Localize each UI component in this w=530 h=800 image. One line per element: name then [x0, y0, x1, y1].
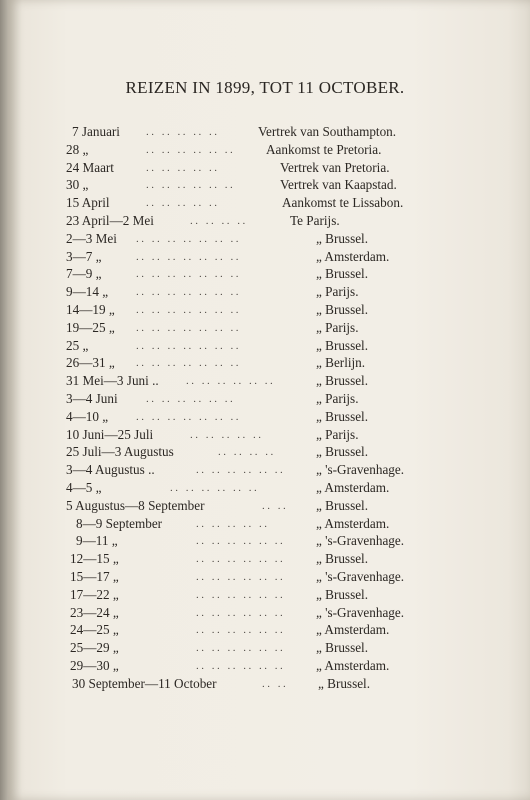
- entry-place: „ Amsterdam.: [316, 657, 390, 673]
- entry-place: Aankomst te Pretoria.: [266, 141, 382, 157]
- itinerary-row: [0, 427, 530, 445]
- entry-leader-dots: .. .. .. ..: [218, 446, 276, 459]
- itinerary-row: [0, 444, 530, 462]
- entry-leader-dots: .. .. .. .. .. .. ..: [136, 357, 241, 370]
- itinerary-row: [0, 516, 530, 534]
- entry-leader-dots: .. .. .. .. ..: [146, 197, 220, 210]
- itinerary-row: [0, 676, 530, 694]
- entry-date: 31 Mei—3 Juni ..: [66, 373, 159, 389]
- entry-date: 30 September—11 October: [72, 675, 217, 691]
- entry-place: Vertrek van Pretoria.: [280, 159, 390, 175]
- entry-place: Te Parijs.: [290, 212, 340, 228]
- entry-date: 23—24 „: [70, 604, 119, 620]
- entry-leader-dots: .. .. .. .. .. ..: [186, 375, 276, 388]
- entry-place: „ Parijs.: [316, 390, 359, 406]
- entry-place: „ Amsterdam.: [316, 248, 390, 264]
- entry-date: 25 „: [66, 337, 89, 353]
- itinerary-row: [0, 640, 530, 658]
- entry-leader-dots: .. .. .. .. .. ..: [196, 464, 286, 477]
- entry-leader-dots: .. .. .. .. .. ..: [170, 481, 260, 494]
- entry-date: 12—15 „: [70, 551, 119, 567]
- itinerary-row: [0, 480, 530, 498]
- entry-date: 17—22 „: [70, 586, 119, 602]
- entry-place: „ Brussel.: [316, 551, 369, 567]
- itinerary-row: [0, 551, 530, 569]
- entry-place: „ 's-Gravenhage.: [316, 462, 405, 478]
- entry-date: 25 Juli—3 Augustus: [66, 444, 174, 460]
- entry-leader-dots: .. .. .. .. ..: [190, 428, 264, 441]
- itinerary-row: [0, 569, 530, 587]
- entry-date: 7 Januari: [72, 124, 120, 139]
- itinerary-row: [0, 213, 530, 231]
- entry-leader-dots: .. .. .. .. .. .. ..: [136, 303, 241, 316]
- entry-date: 8—9 September: [76, 515, 163, 531]
- entry-place: „ Berlijn.: [316, 355, 366, 371]
- entry-leader-dots: .. .. .. .. .. .. ..: [136, 250, 241, 263]
- entry-date: 9—11 „: [76, 533, 118, 549]
- entry-place: „ Brussel.: [316, 586, 369, 602]
- entry-place: „ 's-Gravenhage.: [316, 604, 405, 620]
- entry-date: 7—9 „: [66, 266, 102, 282]
- itinerary-row: [0, 409, 530, 427]
- itinerary-row: [0, 302, 530, 320]
- entry-date: 10 Juni—25 Juli: [66, 426, 154, 442]
- entry-leader-dots: .. .. .. .. .. ..: [196, 535, 286, 548]
- entry-date: 24—25 „: [70, 622, 119, 638]
- itinerary-row: [0, 622, 530, 640]
- entry-place: „ Brussel.: [316, 640, 369, 656]
- itinerary-row: [0, 266, 530, 284]
- entry-place: „ Brussel.: [316, 408, 369, 424]
- itinerary-row: [0, 533, 530, 551]
- entry-place: „ Brussel.: [316, 444, 369, 460]
- entry-date: 3—4 Juni: [66, 390, 118, 406]
- entry-date: 2—3 Mei: [66, 230, 117, 246]
- itinerary-row: [0, 658, 530, 676]
- entry-place: Aankomst te Lissabon.: [282, 195, 404, 211]
- entry-place: „ Brussel.: [318, 675, 371, 691]
- itinerary-row: [0, 373, 530, 391]
- entry-date: 3—4 Augustus ..: [66, 462, 155, 478]
- entry-place: „ Amsterdam.: [316, 479, 390, 495]
- itinerary-row: [0, 338, 530, 356]
- itinerary-row: [0, 142, 530, 160]
- entry-leader-dots: .. ..: [262, 499, 289, 512]
- entry-place: „ Brussel.: [316, 266, 369, 282]
- entry-leader-dots: .. .. .. .. .. .. ..: [136, 321, 241, 334]
- itinerary-row: [0, 462, 530, 480]
- entry-date: 26—31 „: [66, 355, 115, 371]
- entry-date: 23 April—2 Mei: [66, 212, 154, 228]
- entry-place: Vertrek van Kaapstad.: [280, 177, 397, 193]
- itinerary-row: [0, 160, 530, 178]
- entry-place: „ Brussel.: [316, 337, 369, 353]
- entry-date: 19—25 „: [66, 319, 115, 335]
- entry-leader-dots: .. .. .. .. .. ..: [146, 392, 236, 405]
- entry-leader-dots: .. ..: [262, 677, 289, 690]
- itinerary-row: [0, 320, 530, 338]
- entry-place: „ Brussel.: [316, 373, 369, 389]
- entry-place: „ 's-Gravenhage.: [316, 568, 405, 584]
- itinerary-row: [0, 195, 530, 213]
- entry-place: „ Amsterdam.: [316, 515, 390, 531]
- itinerary-row: [0, 498, 530, 516]
- entry-date: 15—17 „: [70, 568, 119, 584]
- entry-leader-dots: .. .. .. .. .. .. ..: [136, 410, 241, 423]
- entry-leader-dots: .. .. .. .. .. .. ..: [136, 232, 241, 245]
- itinerary-row: [0, 249, 530, 267]
- entry-place: „ Parijs.: [316, 284, 359, 300]
- entry-date: 29—30 „: [70, 657, 119, 673]
- entry-place: „ Brussel.: [316, 230, 369, 246]
- entry-leader-dots: .. .. .. .. ..: [146, 126, 220, 138]
- itinerary-row: [0, 124, 530, 142]
- entry-date: 5 Augustus—8 September: [66, 497, 205, 513]
- itinerary-row: [0, 391, 530, 409]
- entry-leader-dots: .. .. .. .. .. ..: [196, 642, 286, 655]
- page-title: REIZEN IN 1899, TOT 11 OCTOBER.: [125, 78, 405, 97]
- entry-place: Vertrek van Southampton.: [258, 124, 397, 139]
- entry-date: 3—7 „: [66, 248, 102, 264]
- entry-leader-dots: .. .. .. .. .. ..: [196, 606, 286, 619]
- entry-leader-dots: .. .. .. .. .. .. ..: [136, 339, 241, 352]
- entry-date: 30 „: [66, 177, 89, 193]
- entry-leader-dots: .. .. .. .. .. .. ..: [136, 286, 241, 299]
- entry-leader-dots: .. .. .. .. .. ..: [196, 553, 286, 566]
- entry-leader-dots: .. .. .. ..: [190, 214, 248, 227]
- itinerary-list: [0, 124, 530, 694]
- entry-place: „ Amsterdam.: [316, 622, 390, 638]
- entry-date: 9—14 „: [66, 284, 109, 300]
- entry-place: „ Brussel.: [316, 497, 369, 513]
- itinerary-row: [0, 177, 530, 195]
- itinerary-row: [0, 605, 530, 623]
- entry-date: 24 Maart: [66, 159, 114, 175]
- entry-leader-dots: .. .. .. .. ..: [146, 161, 220, 174]
- entry-leader-dots: .. .. .. .. ..: [196, 517, 270, 530]
- entry-date: 15 April: [66, 195, 110, 211]
- entry-leader-dots: .. .. .. .. .. ..: [146, 143, 236, 156]
- entry-date: 28 „: [66, 141, 89, 157]
- entry-leader-dots: .. .. .. .. .. ..: [196, 588, 286, 601]
- entry-leader-dots: .. .. .. .. .. ..: [196, 570, 286, 583]
- entry-date: 25—29 „: [70, 640, 119, 656]
- itinerary-row: [0, 231, 530, 249]
- entry-leader-dots: .. .. .. .. .. .. ..: [136, 268, 241, 281]
- entry-place: „ Parijs.: [316, 319, 359, 335]
- entry-date: 4—10 „: [66, 408, 109, 424]
- entry-leader-dots: .. .. .. .. .. ..: [196, 659, 286, 672]
- itinerary-row: [0, 284, 530, 302]
- entry-place: „ Parijs.: [316, 426, 359, 442]
- itinerary-row: [0, 355, 530, 373]
- entry-date: 4—5 „: [66, 479, 102, 495]
- itinerary-row: [0, 587, 530, 605]
- entry-leader-dots: .. .. .. .. .. ..: [196, 624, 286, 637]
- entry-place: „ Brussel.: [316, 301, 369, 317]
- entry-place: „ 's-Gravenhage.: [316, 533, 405, 549]
- entry-date: 14—19 „: [66, 301, 115, 317]
- entry-leader-dots: .. .. .. .. .. ..: [146, 179, 236, 192]
